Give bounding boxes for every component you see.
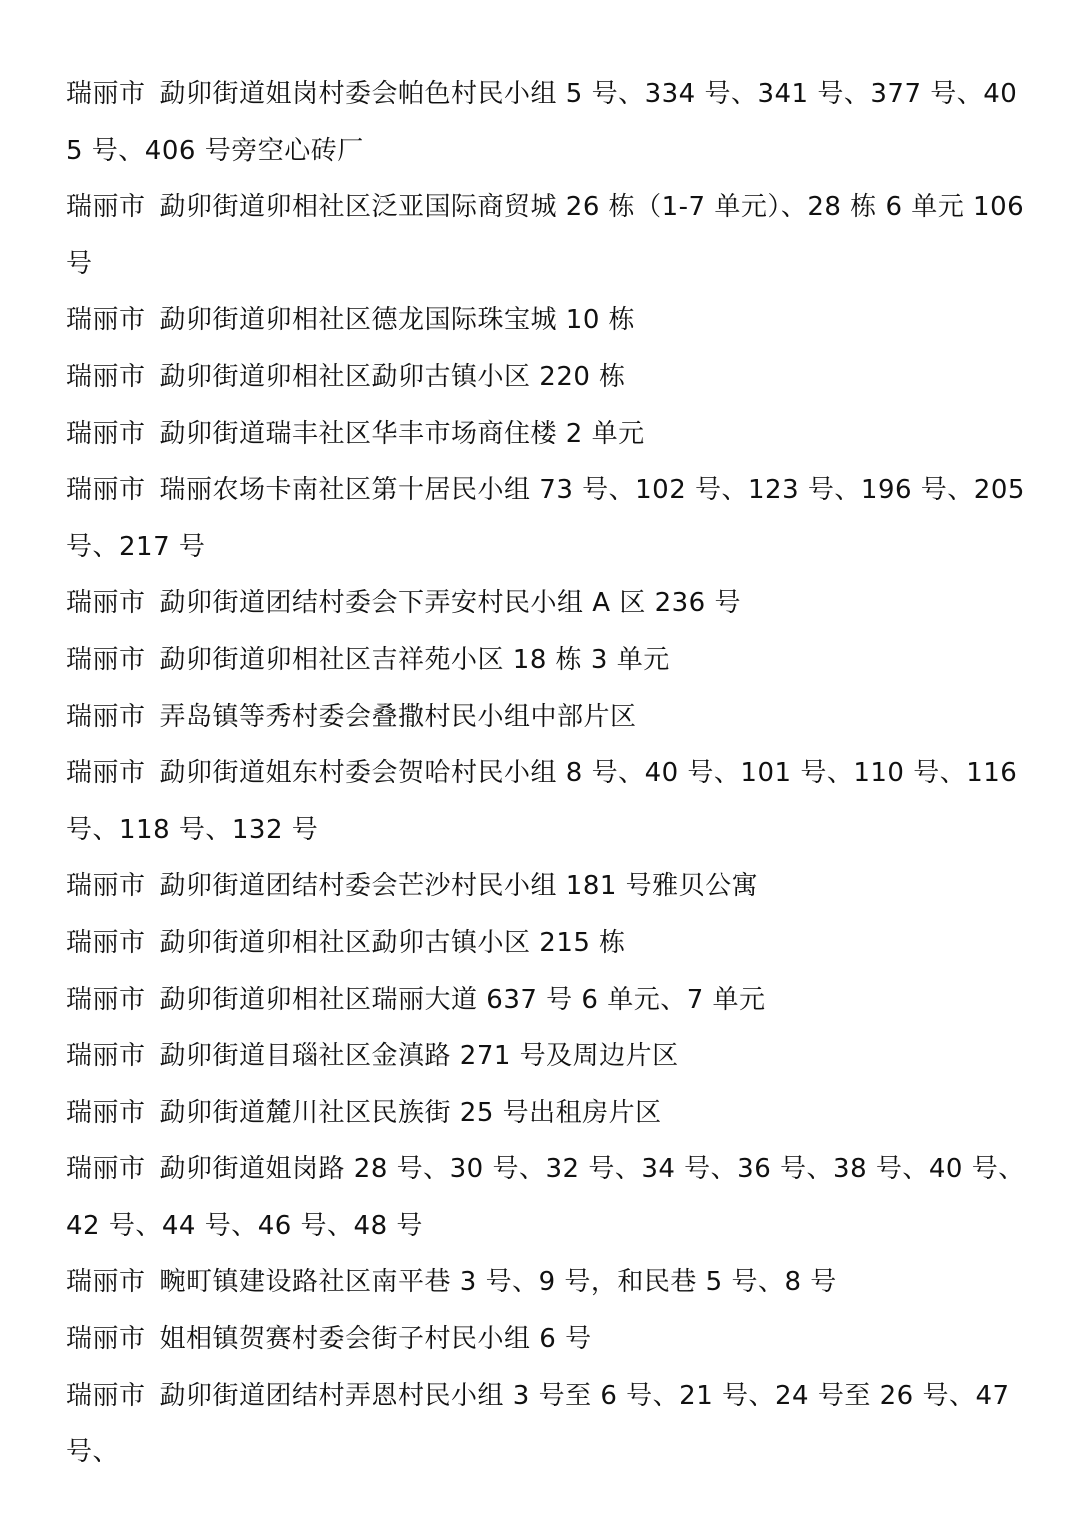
- list-item: [66, 1311, 1026, 1368]
- list-item: [66, 1141, 1026, 1254]
- city-name: 瑞丽市: [66, 871, 146, 902]
- list-item: [66, 915, 1026, 972]
- city-name: 瑞丽市: [66, 927, 146, 958]
- city-name: 瑞丽市: [66, 1267, 146, 1298]
- city-name: 瑞丽市: [66, 644, 146, 675]
- city-name: 瑞丽市: [66, 192, 146, 223]
- list-item: [66, 66, 1026, 179]
- address-text: 畹町镇建设路社区南平巷 3 号、9 号，和民巷 5 号、8 号: [159, 1267, 837, 1298]
- list-item: [66, 1368, 1026, 1481]
- city-name: 瑞丽市: [66, 701, 146, 732]
- list-item: [66, 1028, 1026, 1085]
- list-item: [66, 575, 1026, 632]
- city-name: 瑞丽市: [66, 1041, 146, 1072]
- address-text: 勐卯街道团结村委会芒沙村民小组 181 号雅贝公寓: [159, 871, 759, 902]
- address-text: 勐卯街道姐东村委会贺哈村民小组 8 号、40 号、101 号、110 号、116 号、118 号、132 号: [66, 758, 1018, 845]
- address-text: 勐卯街道团结村委会下弄安村民小组 A 区 236 号: [159, 588, 741, 619]
- city-name: 瑞丽市: [66, 475, 146, 506]
- list-item: [66, 745, 1026, 858]
- address-text: 勐卯街道瑞丰社区华丰市场商住楼 2 单元: [159, 418, 645, 449]
- address-text: 勐卯街道姐岗村委会帕色村民小组 5 号、334 号、341 号、377 号、405 号、406 号旁空心砖厂: [66, 79, 1018, 166]
- list-item: [66, 1254, 1026, 1311]
- city-name: 瑞丽市: [66, 305, 146, 336]
- address-text: 勐卯街道卯相社区泛亚国际商贸城 26 栋（1-7 单元）、28 栋 6 单元 106 号: [66, 192, 1025, 279]
- address-text: 勐卯街道卯相社区勐卯古镇小区 215 栋: [159, 927, 626, 958]
- city-name: 瑞丽市: [66, 418, 146, 449]
- address-text: 弄岛镇等秀村委会叠撒村民小组中部片区: [159, 701, 637, 732]
- address-text: 勐卯街道卯相社区勐卯古镇小区 220 栋: [159, 361, 626, 392]
- list-item: [66, 632, 1026, 689]
- list-item: [66, 179, 1026, 292]
- address-text: 勐卯街道姐岗路 28 号、30 号、32 号、34 号、36 号、38 号、40 号、42 号、44 号、46 号、48 号: [66, 1154, 1025, 1241]
- city-name: 瑞丽市: [66, 588, 146, 619]
- city-name: 瑞丽市: [66, 758, 146, 789]
- city-name: 瑞丽市: [66, 1097, 146, 1128]
- list-item: [66, 1085, 1026, 1142]
- address-text: 勐卯街道卯相社区瑞丽大道 637 号 6 单元、7 单元: [159, 984, 766, 1015]
- city-name: 瑞丽市: [66, 1154, 146, 1185]
- list-item: [66, 689, 1026, 746]
- address-text: 勐卯街道卯相社区德龙国际珠宝城 10 栋: [159, 305, 636, 336]
- city-name: 瑞丽市: [66, 79, 146, 109]
- address-text: 勐卯街道卯相社区吉祥苑小区 18 栋 3 单元: [159, 644, 670, 675]
- city-name: 瑞丽市: [66, 1380, 146, 1411]
- list-item: [66, 349, 1026, 406]
- address-list: [66, 66, 1026, 1481]
- list-item: [66, 972, 1026, 1029]
- list-item: [66, 406, 1026, 463]
- city-name: 瑞丽市: [66, 1324, 146, 1355]
- address-text: 勐卯街道目瑙社区金滇路 271 号及周边片区: [159, 1041, 679, 1072]
- list-item: [66, 292, 1026, 349]
- address-text: 姐相镇贺赛村委会街子村民小组 6 号: [159, 1324, 592, 1355]
- city-name: 瑞丽市: [66, 984, 146, 1015]
- address-text: 勐卯街道麓川社区民族街 25 号出租房片区: [159, 1097, 662, 1128]
- address-text: 勐卯街道团结村弄恩村民小组 3 号至 6 号、21 号、24 号至 26 号、47 号、: [66, 1380, 1010, 1468]
- list-item: [66, 462, 1026, 575]
- address-text: 瑞丽农场卡南社区第十居民小组 73 号、102 号、123 号、196 号、205 号、217 号: [66, 475, 1025, 562]
- city-name: 瑞丽市: [66, 361, 146, 392]
- list-item: [66, 858, 1026, 915]
